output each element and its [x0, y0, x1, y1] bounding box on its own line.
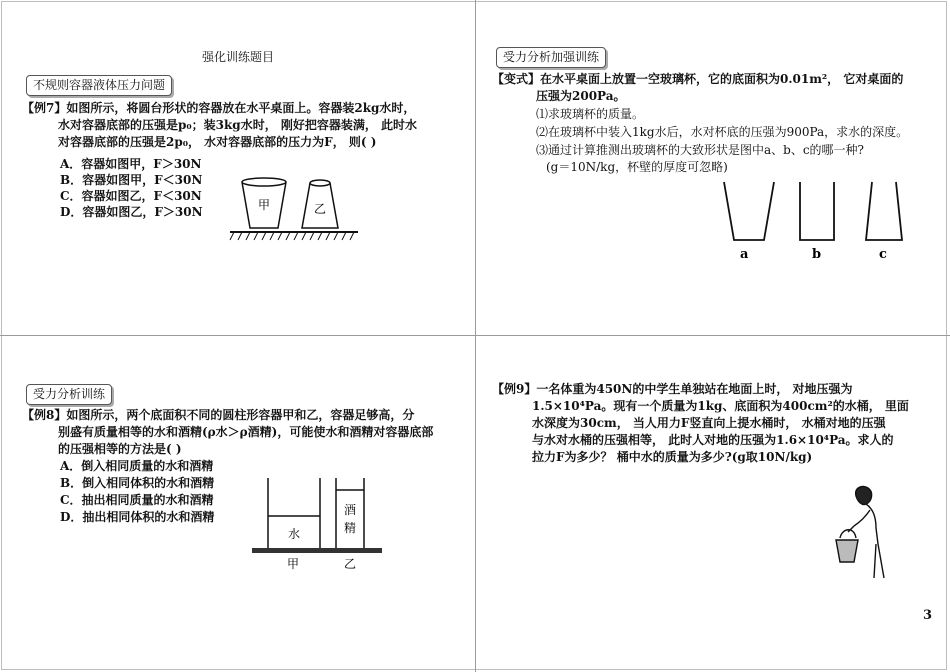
slide-2 [476, 0, 950, 335]
person-leg-2 [878, 544, 884, 578]
slide-3-tag: 受力分析训练 [26, 384, 112, 405]
figure-label-jia: 甲 [287, 557, 300, 571]
variant-note: (g＝10N/kg，杯壁的厚度可忽略) [546, 160, 728, 174]
option-c: C．抽出相同质量的水和酒精 [60, 493, 214, 507]
base-surface [252, 548, 382, 553]
question-7-line-2: 水对容器底部的压强是p₀；装3kg水时， 刚好把容器装满， 此时水 [58, 118, 418, 132]
question-9-line-3: 水深度为30cm， 当人用力F竖直向上提水桶时， 水桶对地的压强 [532, 416, 886, 430]
question-8-line-2: 别盛有质量相等的水和酒精(ρ水＞ρ酒精)，可能使水和酒精对容器底部 [58, 425, 434, 439]
question-9-line-5: 拉力F为多少？ 桶中水的质量为多少?(g取10N/kg) [532, 450, 813, 464]
question-9-line-2: 1.5×10⁴Pa。现有一个质量为1kg、底面积为400cm²的水桶， 里面 [532, 399, 909, 413]
option-a: A．容器如图甲，F＞30N [60, 157, 202, 171]
question-8-line-1: 【例8】如图所示，两个底面积不同的圆柱形容器甲和乙，容器足够高，分 [22, 408, 415, 422]
person-body [866, 504, 878, 544]
figure-label-jia: 甲 [258, 198, 271, 212]
person-head [856, 486, 872, 504]
person-lifting-bucket-illustration [826, 482, 896, 582]
option-b: B．倒入相同体积的水和酒精 [60, 476, 215, 490]
glass-shapes-figure [716, 178, 906, 266]
question-7-line-3: 对容器底部的压强是2p₀， 水对容器底部的压力为F， 则( ) [58, 135, 377, 149]
cylinder-containers-figure [250, 476, 385, 571]
alcohol-label-2: 精 [344, 521, 357, 535]
figure-label-yi: 乙 [314, 202, 327, 216]
slide-1-title: 强化训练题目 [202, 50, 275, 64]
water-label: 水 [288, 527, 301, 541]
glass-shape-a [724, 182, 774, 240]
slide-1-tag: 不规则容器液体压力问题 [26, 75, 172, 96]
question-7-line-1: 【例7】如图所示，将圆台形状的容器放在水平桌面上。容器装2kg水时， [22, 101, 416, 115]
variant-line-2: 压强为200Pa。 [536, 89, 626, 103]
glass-shape-b [800, 182, 834, 240]
option-d: D．抽出相同体积的水和酒精 [60, 510, 215, 524]
slide-4 [476, 336, 950, 672]
question-9-line-4: 与水对水桶的压强相等， 此时人对地的压强为1.6×10⁴Pa。求人的 [532, 433, 894, 447]
variant-subquestion-2: ⑵在玻璃杯中装入1kg水后，水对杯底的压强为900Pa，求水的深度。 [536, 125, 909, 139]
figure-label-yi: 乙 [344, 557, 357, 571]
question-7-options [60, 156, 203, 220]
glass-label-a: a [740, 247, 749, 262]
option-c: C．容器如图乙，F＜30N [60, 189, 202, 203]
question-8-options [60, 458, 214, 526]
slide-3 [0, 336, 475, 672]
slide-1 [0, 0, 475, 335]
option-b: B．容器如图甲，F＜30N [60, 173, 203, 187]
bucket-handle [840, 530, 856, 538]
variant-line-1: 【变式】在水平桌面上放置一空玻璃杯，它的底面积为0.01m²， 它对桌面的 [492, 72, 904, 86]
slide-2-tag: 受力分析加强训练 [496, 47, 606, 68]
bucket [836, 540, 858, 562]
variant-subquestion-1: ⑴求玻璃杯的质量。 [536, 107, 645, 121]
variant-subquestion-3: ⑶通过计算推测出玻璃杯的大致形状是图中a、b、c的哪一种? [536, 143, 864, 157]
frustum-containers-figure [226, 172, 366, 246]
question-9-line-1: 【例9】一名体重为450N的中学生单独站在地面上时， 对地压强为 [492, 382, 853, 396]
person-leg-1 [874, 544, 876, 578]
option-a: A．倒入相同质量的水和酒精 [60, 459, 214, 473]
person-arm [854, 510, 870, 526]
page-number: 3 [922, 608, 932, 623]
glass-shape-c [866, 182, 902, 240]
option-d: D．容器如图乙，F＞30N [60, 205, 203, 219]
glass-label-b: b [812, 247, 822, 262]
alcohol-label-1: 酒 [344, 503, 357, 517]
table-hatching [230, 232, 354, 240]
question-8-line-3: 的压强相等的方法是( ) [58, 442, 182, 456]
glass-label-c: c [879, 247, 887, 262]
